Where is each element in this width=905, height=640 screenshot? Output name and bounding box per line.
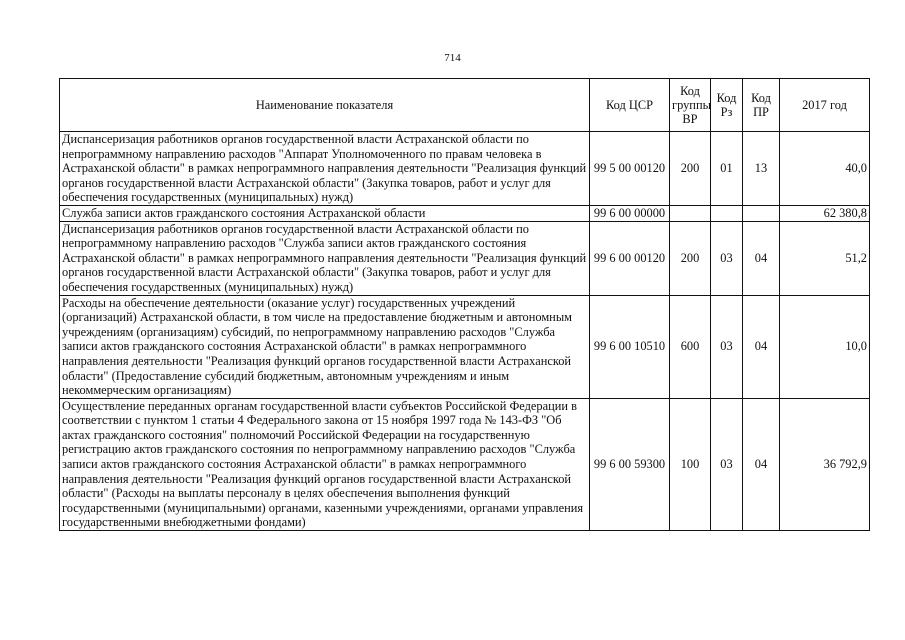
row-name: Диспансеризация работников органов государственной власти Астраханской области по непрограммному направлению расходов "Служба записи актов гражданского состояния Астраханской области" в рамках непрограммного направления деятельности "Реализация функций органов государственной власти Астраханской области" (Закупка товаров, работ и услуг для обеспечения государственных (муниципальных) нужд) <box>60 221 590 295</box>
row-vr: 200 <box>670 221 711 295</box>
row-amount: 51,2 <box>780 221 870 295</box>
budget-table <box>59 78 870 531</box>
row-amount: 36 792,9 <box>780 398 870 530</box>
header-pr: Код ПР <box>743 79 780 132</box>
row-amount: 40,0 <box>780 132 870 206</box>
header-rz: Код Рз <box>711 79 743 132</box>
row-name: Служба записи актов гражданского состояния Астраханской области <box>60 205 590 221</box>
row-amount: 10,0 <box>780 295 870 398</box>
table-row <box>60 295 870 398</box>
row-csr: 99 6 00 59300 <box>590 398 670 530</box>
row-vr: 600 <box>670 295 711 398</box>
row-name: Осуществление переданных органам государственной власти субъектов Российской Федерации в соответствии с пунктом 1 статьи 4 Федерального закона от 15 ноября 1997 года № 143-ФЗ "Об актах гражданского состояния" полномочий Российской Федерации на государственную регистрацию актов гражданского состояния по непрограммному направлению расходов "Служба записи актов гражданского состояния Астраханской области" в рамках непрограммного направления деятельности "Реализация функций органов государственной власти Астраханской области" (Расходы на выплаты персоналу в целях обеспечения выполнения функций государственными (муниципальными) органами, казенными учреждениями, органами управления государственными внебюджетными фондами) <box>60 398 590 530</box>
row-csr: 99 6 00 00120 <box>590 221 670 295</box>
row-pr: 04 <box>743 295 780 398</box>
row-pr <box>743 205 780 221</box>
row-rz: 01 <box>711 132 743 206</box>
row-pr: 04 <box>743 221 780 295</box>
page-number: 714 <box>444 52 461 64</box>
row-vr <box>670 205 711 221</box>
row-name: Расходы на обеспечение деятельности (оказание услуг) государственных учреждений (организаций) Астраханской области, в том числе на предоставление бюджетным и автономным учреждениям (организациям) субсидий, по непрограммному направлению расходов "Служба записи актов гражданского состояния Астраханской области" в рамках непрограммного направления деятельности "Реализация функций органов государственной власти Астраханской области" (Предоставление субсидий бюджетным, автономным учреждениям и иным некоммерческим организациям) <box>60 295 590 398</box>
header-year: 2017 год <box>780 79 870 132</box>
row-rz <box>711 205 743 221</box>
table-header-row <box>60 79 870 132</box>
header-vr: Код группы ВР <box>670 79 711 132</box>
row-rz: 03 <box>711 295 743 398</box>
row-pr: 13 <box>743 132 780 206</box>
header-csr: Код ЦСР <box>590 79 670 132</box>
row-name: Диспансеризация работников органов государственной власти Астраханской области по непрограммному направлению расходов "Аппарат Уполномоченного по правам человека в Астраханской области" в рамках непрограммного направления деятельности "Реализация функций органов государственной власти Астраханской области" (Закупка товаров, работ и услуг для обеспечения государственных (муниципальных) нужд) <box>60 132 590 206</box>
table-row <box>60 132 870 206</box>
table-row <box>60 398 870 530</box>
row-csr: 99 6 00 10510 <box>590 295 670 398</box>
table-row <box>60 205 870 221</box>
row-amount: 62 380,8 <box>780 205 870 221</box>
row-pr: 04 <box>743 398 780 530</box>
header-name: Наименование показателя <box>60 79 590 132</box>
row-csr: 99 5 00 00120 <box>590 132 670 206</box>
row-csr: 99 6 00 00000 <box>590 205 670 221</box>
row-rz: 03 <box>711 221 743 295</box>
row-vr: 200 <box>670 132 711 206</box>
row-vr: 100 <box>670 398 711 530</box>
table-row <box>60 221 870 295</box>
row-rz: 03 <box>711 398 743 530</box>
